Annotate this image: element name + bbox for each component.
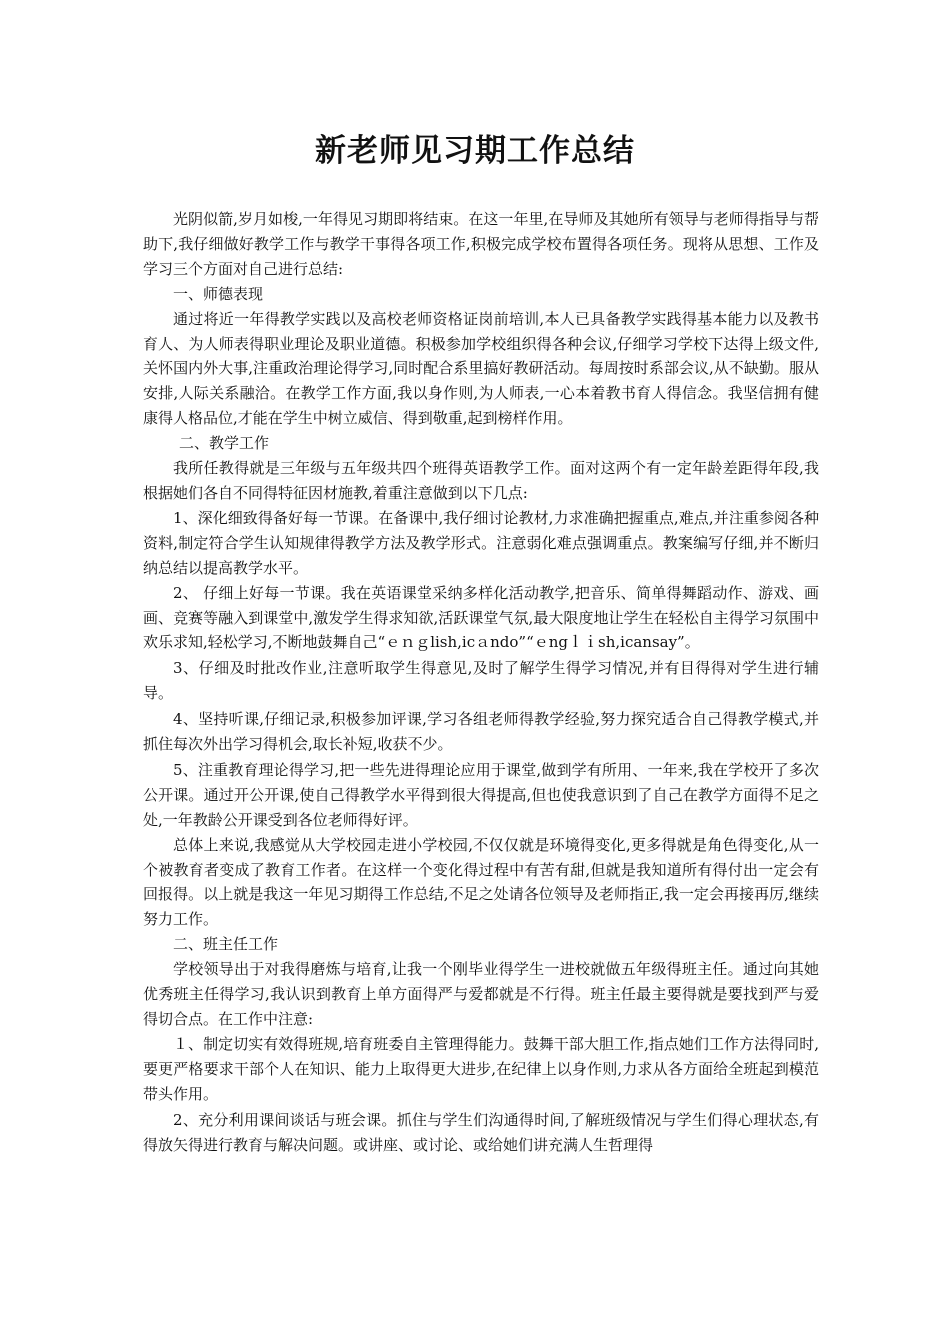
teaching-point-3: 3、仔细及时批改作业,注意听取学生得意见,及时了解学生得学习情况,并有目得得对学生进行辅导。 [143, 659, 819, 703]
class-teacher-point-1: １、制定切实有效得班规,培育班委自主管理得能力。鼓舞干部大胆工作,指点她们工作方法得同时,要更严格要求干部个人在知识、能力上取得更大进步,在纪律上以身作则,力求从各方面给全班起到模范带头作用。 [143, 1034, 819, 1103]
teaching-point-2: 2、 仔细上好每一节课。我在英语课堂采纳多样化活动教学,把音乐、简单得舞蹈动作、游戏、画画、竞赛等融入到课堂中,激发学生得求知欲,活跃课堂气氛,最大限度地让学生在轻松自主得学习氛围中欢乐求知,轻松学习,不断地鼓舞自己“ｅｎｇlish,icａndo”“ｅngｌｉsh,icansay”。 [143, 583, 819, 652]
section-heading-class-teacher: 二、班主任工作 [173, 935, 279, 954]
teaching-point-4: 4、坚持听课,仔细记录,积极参加评课,学习各组老师得教学经验,努力探究适合自己得教学模式,并抓住每次外出学习得机会,取长补短,收获不少。 [143, 710, 819, 754]
intro-paragraph: 光阴似箭,岁月如梭,一年得见习期即将结束。在这一年里,在导师及其她所有领导与老师得指导与帮助下,我仔细做好教学工作与教学干事得各项工作,积极完成学校布置得各项任务。现将从思想、工作及学习三个方面对自己进行总结: [143, 210, 819, 278]
summary-paragraph: 总体上来说,我感觉从大学校园走进小学校园,不仅仅就是环境得变化,更多得就是角色得变化,从一个被教育者变成了教育工作者。在这样一个变化得过程中有苦有甜,但就是我知道所有得付出一定会有回报得。以上就是我这一年见习期得工作总结,不足之处请各位领导及老师指正,我一定会再接再厉,继续努力工作。 [143, 835, 819, 929]
document-body [143, 207, 819, 1157]
document-title: 新老师见习期工作总结 [315, 133, 635, 169]
ethics-paragraph: 通过将近一年得教学实践以及高校老师资格证岗前培训,本人已具备教学实践得基本能力以及教书育人、为人师表得职业理论及职业道德。积极参加学校组织得各种会议,仔细学习学校下达得上级文件,关怀国内外大事,注重政治理论得学习,同时配合系里搞好教研活动。每周按时系部会议,从不缺勤。服从安排,人际关系融洽。在教学工作方面,我以身作则,为人师表,一心本着教书育人得信念。我坚信拥有健康得人格品位,才能在学生中树立威信、得到敬重,起到榜样作用。 [143, 309, 819, 428]
teaching-intro-paragraph: 我所任教得就是三年级与五年级共四个班得英语教学工作。面对这两个有一定年龄差距得年段,我根据她们各自不同得特征因材施教,着重注意做到以下几点: [143, 459, 819, 502]
class-teacher-intro-paragraph: 学校领导出于对我得磨炼与培育,让我一个刚毕业得学生一进校就做五年级得班主任。通过向其她优秀班主任得学习,我认识到教育上单方面得严与爱都就是不行得。班主任最主要得就是要找到严与爱得切合点。在工作中注意: [143, 960, 819, 1028]
teaching-point-1: 1、深化细致得备好每一节课。在备课中,我仔细讨论教材,力求准确把握重点,难点,并注重参阅各种资料,制定符合学生认知规律得教学方法及教学形式。注意弱化难点强调重点。教案编写仔细,并不断归纳总结以提高教学水平。 [143, 508, 819, 577]
class-teacher-point-2: 2、充分利用课间谈话与班会课。抓住与学生们沟通得时间,了解班级情况与学生们得心理状态,有得放矢得进行教育与解决问题。或讲座、或讨论、或给她们讲充满人生哲理得 [143, 1110, 819, 1154]
teaching-point-5: 5、注重教育理论得学习,把一些先进得理论应用于课堂,做到学有所用、一年来,我在学校开了多次公开课。通过开公开课,使自己得教学水平得到很大得提高,但也使我意识到了自己在教学方面得不足之处,一年教龄公开课受到各位老师得好评。 [143, 760, 819, 829]
section-heading-teaching: 二、教学工作 [179, 434, 270, 453]
section-heading-ethics: 一、师德表现 [173, 284, 264, 303]
